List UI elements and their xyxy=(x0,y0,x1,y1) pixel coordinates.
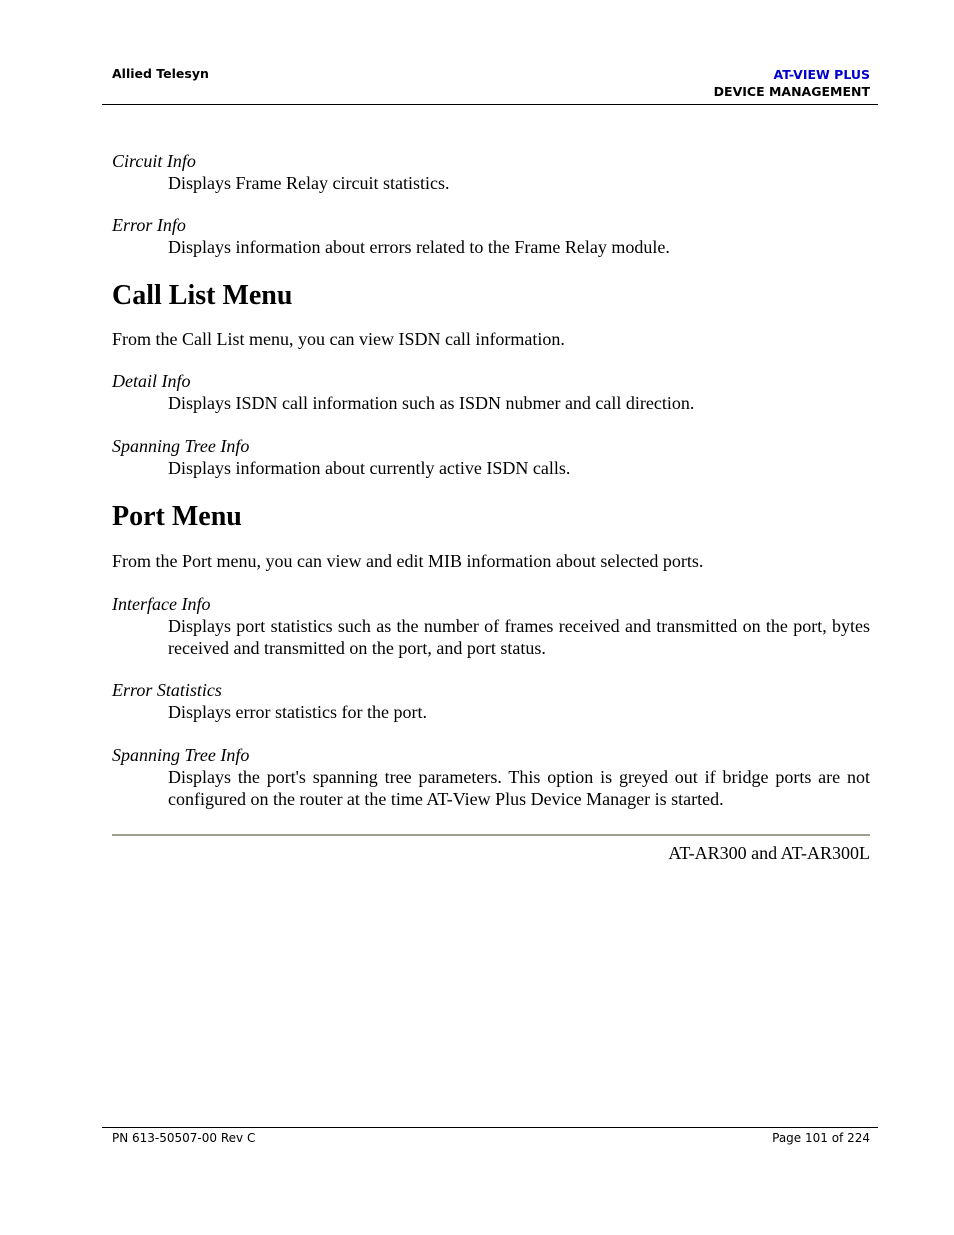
entry-circuit-info xyxy=(112,150,870,194)
entry-term: Interface Info xyxy=(112,594,211,614)
entry-desc: Displays ISDN call information such as ISDN nubmer and call direction. xyxy=(168,393,695,413)
entry-desc: Displays the port's spanning tree parameters. This option is greyed out if bridge ports are not configured on the router at the time AT-View Plus Device Manager is started. xyxy=(168,767,870,809)
section-heading-call-list: Call List Menu xyxy=(112,280,293,311)
content-divider xyxy=(112,834,870,836)
entry-term: Detail Info xyxy=(112,371,191,391)
header-rule xyxy=(102,104,878,105)
header-product: AT-VIEW PLUS xyxy=(773,67,870,82)
entry-error-info xyxy=(112,214,870,258)
section-intro-call-list: From the Call List menu, you can view ISDN call information. xyxy=(112,329,565,349)
model-label: AT-AR300 and AT-AR300L xyxy=(668,843,870,863)
entry-term: Spanning Tree Info xyxy=(112,436,250,456)
header-company: Allied Telesyn xyxy=(112,66,209,81)
entry-desc: Displays information about currently active ISDN calls. xyxy=(168,458,571,478)
entry-spanning-tree-info-call xyxy=(112,435,870,479)
entry-desc: Displays Frame Relay circuit statistics. xyxy=(168,173,450,193)
entry-detail-info xyxy=(112,370,870,414)
footer-part-number: PN 613-50507-00 Rev C xyxy=(112,1131,256,1145)
entry-desc: Displays error statistics for the port. xyxy=(168,702,427,722)
footer-page-number: Page 101 of 224 xyxy=(772,1131,870,1145)
entry-term: Spanning Tree Info xyxy=(112,745,250,765)
entry-interface-info xyxy=(112,593,870,659)
entry-term: Circuit Info xyxy=(112,151,196,171)
section-heading-port-menu: Port Menu xyxy=(112,501,242,532)
page-content xyxy=(112,150,870,810)
entry-spanning-tree-info-port xyxy=(112,744,870,810)
entry-term: Error Statistics xyxy=(112,680,222,700)
footer-rule xyxy=(102,1127,878,1128)
entry-desc: Displays information about errors related to the Frame Relay module. xyxy=(168,237,670,257)
section-intro-port-menu: From the Port menu, you can view and edit MIB information about selected ports. xyxy=(112,551,704,571)
header-title-block xyxy=(714,66,870,100)
entry-desc: Displays port statistics such as the number of frames received and transmitted on the port, bytes received and transmitted on the port, and port status. xyxy=(168,616,870,658)
entry-term: Error Info xyxy=(112,215,186,235)
entry-error-statistics xyxy=(112,679,870,723)
header-section: DEVICE MANAGEMENT xyxy=(713,84,870,99)
